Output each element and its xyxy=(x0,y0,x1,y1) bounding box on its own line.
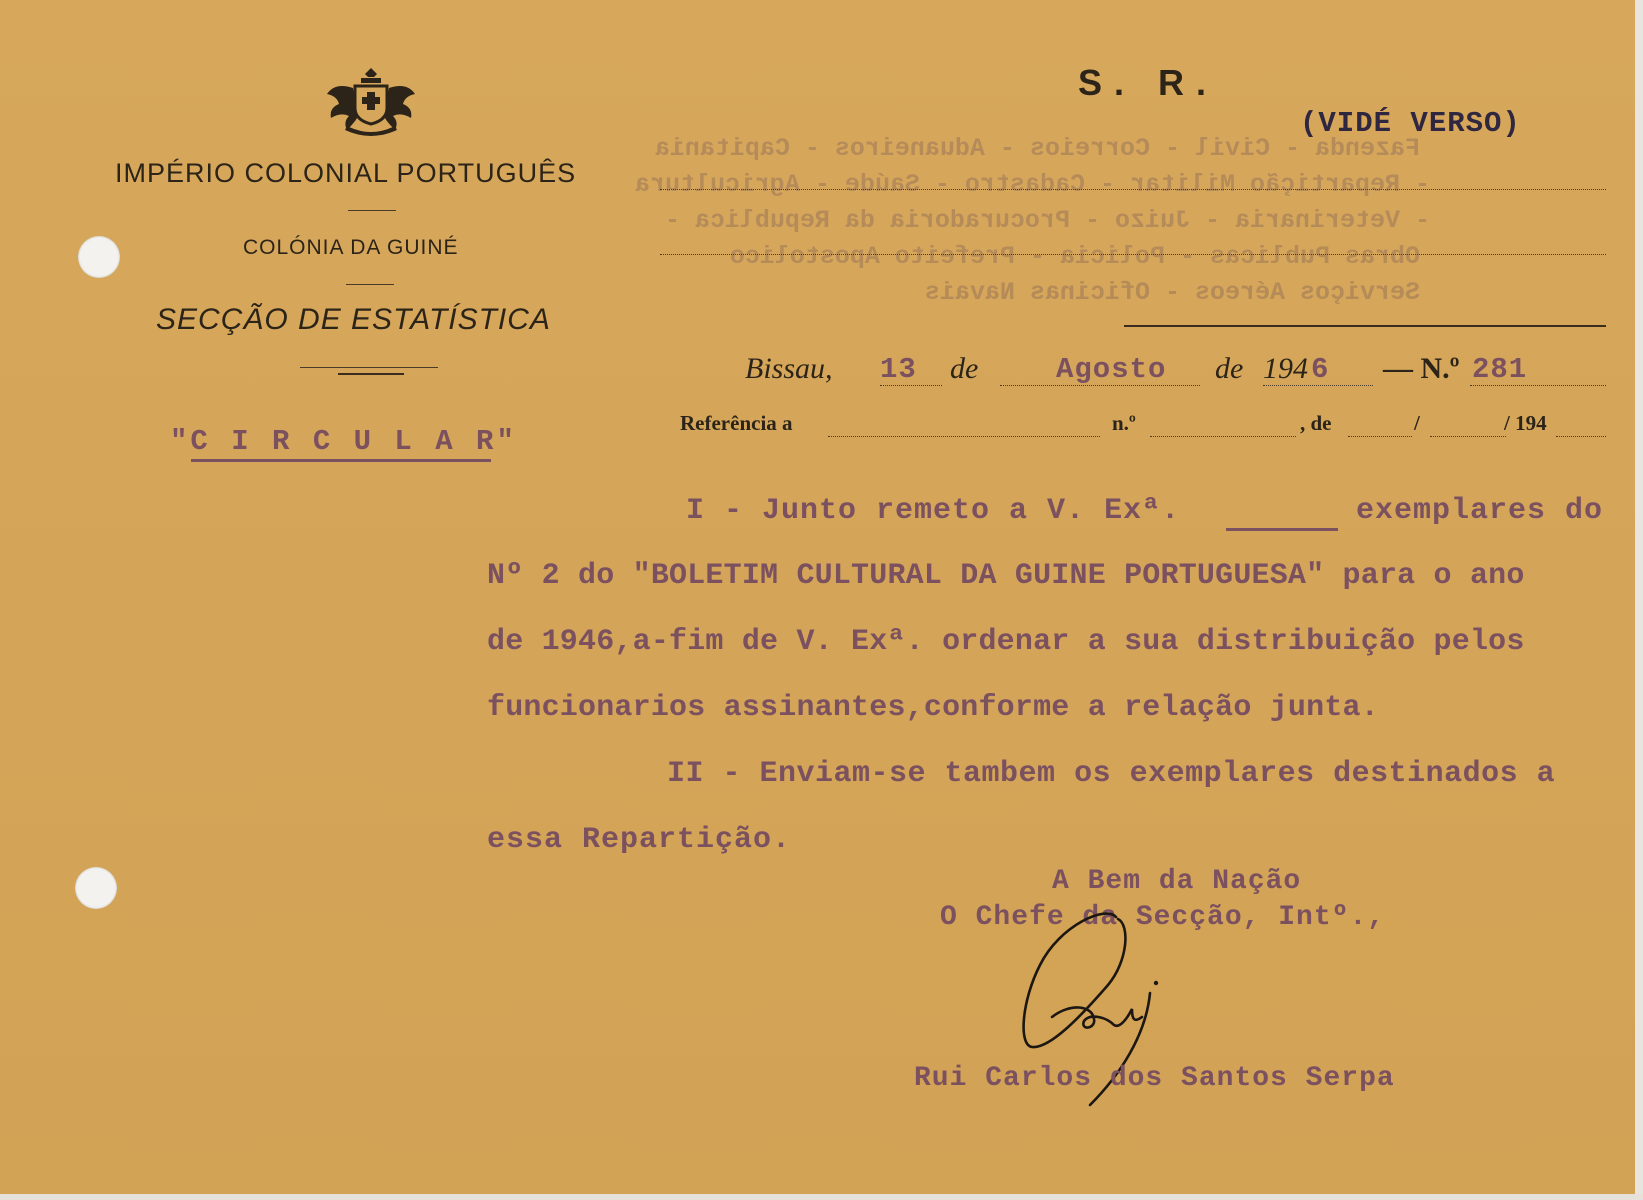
date-de-1: de xyxy=(950,352,979,385)
reference-dots xyxy=(828,436,1100,437)
department-list-line-3: - Veterinaria - Juizo - Procuradoria da Republica - xyxy=(664,206,1430,235)
date-day: 13 xyxy=(880,353,917,386)
document-number: 281 xyxy=(1472,353,1528,386)
date-month-dots xyxy=(1000,385,1200,386)
number-dots xyxy=(1470,385,1606,386)
reference-slash: / xyxy=(1414,411,1420,435)
reference-de-label: , de xyxy=(1300,411,1332,435)
punch-hole-bottom xyxy=(75,867,117,909)
colony-heading: COLÓNIA DA GUINÉ xyxy=(243,236,459,259)
reference-month-dots xyxy=(1430,436,1506,437)
vide-verso-label: (VIDÉ VERSO) xyxy=(1300,107,1521,140)
body-paragraph-2-line-1: II - Enviam-se tambem os exemplares destinados a xyxy=(667,757,1556,791)
department-list-line-4: Obras Publicas - Policia - Prefeito Apostolico xyxy=(729,242,1420,271)
dotted-line-1 xyxy=(660,189,1606,190)
ornament-rule-2 xyxy=(346,284,394,285)
closing-salutation: A Bem da Nação xyxy=(1052,866,1302,897)
department-list-line-2: - Repartição Militar - Cadastro - Saúde - Agricultura xyxy=(634,170,1430,199)
reference-year-dots xyxy=(1556,436,1606,437)
copies-blank xyxy=(1226,528,1338,531)
circular-underline xyxy=(191,459,491,462)
date-year-suffix: 6 xyxy=(1311,353,1330,386)
ornament-rule-3 xyxy=(300,367,438,368)
coat-of-arms-emblem xyxy=(325,66,417,136)
date-month: Agosto xyxy=(1056,353,1167,386)
reference-no-label: n.º xyxy=(1112,411,1136,435)
body-paragraph-1-line-1-end: exemplares do xyxy=(1356,494,1604,528)
department-list-line-5: Serviços Aéreos - Oficinas Navais xyxy=(924,278,1420,307)
department-list-line-1: Fazenda - Civil - Correios - Aduaneiros - Capitania xyxy=(654,134,1420,163)
date-year-dots xyxy=(1263,385,1373,386)
address-rule xyxy=(1124,325,1606,327)
body-paragraph-1-line-2: Nº 2 do "BOLETIM CULTURAL DA GUINE PORTUGUESA" para o ano xyxy=(487,559,1525,593)
date-de-2: de xyxy=(1215,352,1244,385)
body-paragraph-1-line-4: funcionarios assinantes,conforme a relação junta. xyxy=(487,691,1379,725)
body-paragraph-2-line-2: essa Repartição. xyxy=(487,823,792,857)
signatory-name: Rui Carlos dos Santos Serpa xyxy=(914,1063,1395,1094)
paper-edge-bottom xyxy=(0,1194,1643,1200)
ornament-rule-1 xyxy=(348,210,396,211)
reference-year: / 194 xyxy=(1504,411,1547,435)
date-year-prefix: 194 xyxy=(1263,352,1308,385)
date-day-dots xyxy=(880,385,942,386)
section-heading: SECÇÃO DE ESTATÍSTICA xyxy=(156,303,551,336)
reference-de-dots xyxy=(1348,436,1412,437)
dotted-line-2 xyxy=(660,254,1606,255)
paper-edge-right xyxy=(1635,0,1643,1200)
ornament-rule-4 xyxy=(338,373,404,375)
punch-hole-top xyxy=(78,236,120,278)
place-label: Bissau, xyxy=(745,352,833,385)
empire-heading: IMPÉRIO COLONIAL PORTUGUÊS xyxy=(115,158,577,188)
circular-label: "C I R C U L A R" xyxy=(170,425,517,458)
reference-no-dots xyxy=(1150,436,1296,437)
sr-heading: S. R. xyxy=(1078,62,1219,103)
closing-title: O Chefe da Secção, Intº., xyxy=(940,902,1386,933)
body-paragraph-1-line-3: de 1946,a-fim de V. Exª. ordenar a sua distribuição pelos xyxy=(487,625,1525,659)
number-label: — N.º xyxy=(1383,352,1460,385)
reference-label: Referência a xyxy=(680,411,793,435)
body-paragraph-1-line-1-start: I - Junto remeto a V. Exª. xyxy=(686,494,1181,528)
